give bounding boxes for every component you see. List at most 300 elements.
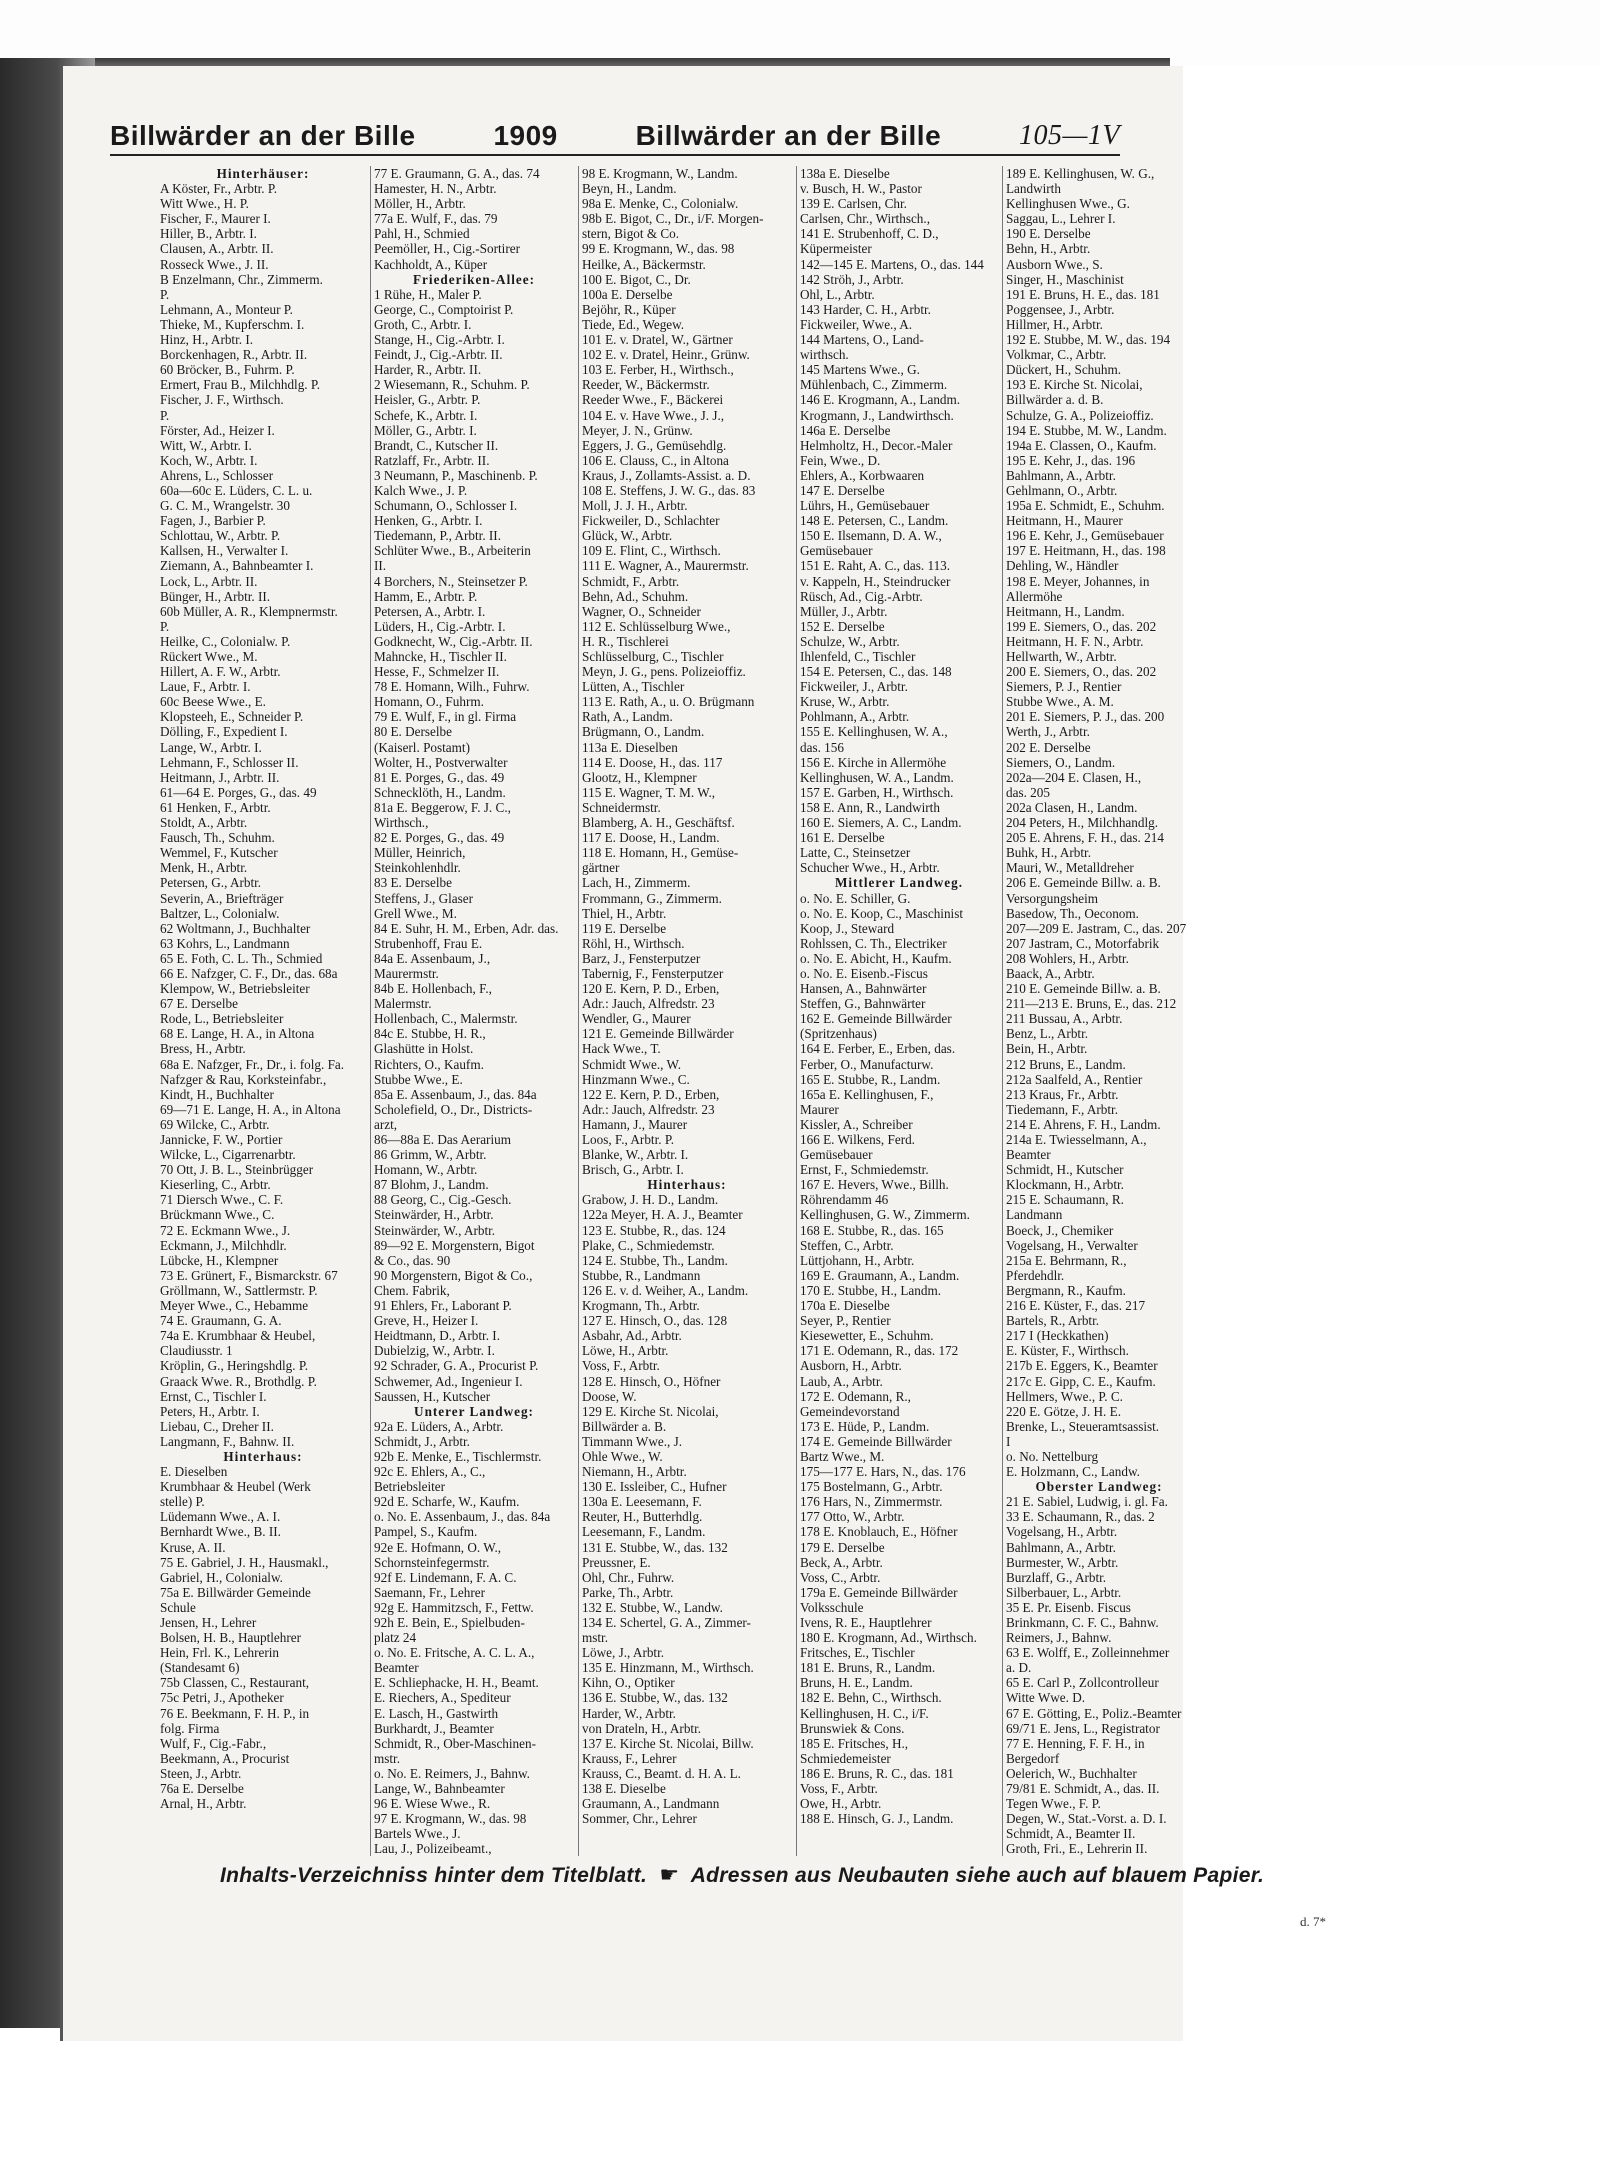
directory-entry: E. Schliephacke, H. H., Beamt. — [374, 1675, 539, 1691]
directory-entry: Brügmann, O., Landm. — [582, 724, 705, 740]
directory-entry: 206 E. Gemeinde Billw. a. B. — [1006, 875, 1161, 891]
directory-entry: 63 E. Wolff, E., Zolleinnehmer — [1006, 1645, 1170, 1661]
directory-entry: Bein, H., Arbtr. — [1006, 1041, 1088, 1057]
directory-entry: 69 Wilcke, C., Arbtr. — [160, 1116, 270, 1132]
directory-entry: 194 E. Stubbe, M. W., Landm. — [1006, 422, 1167, 438]
directory-entry: Brunswiek & Cons. — [800, 1720, 905, 1736]
directory-entry: Mauri, W., Metalldreher — [1006, 860, 1134, 876]
directory-entry: Reeder, W., Bäckermstr. — [582, 377, 710, 393]
directory-entry: 92c E. Ehlers, A., C., — [374, 1464, 486, 1480]
directory-entry: 90 Morgenstern, Bigot & Co., — [374, 1267, 533, 1283]
directory-entry: o. No. E. Fritsche, A. C. L. A., — [374, 1645, 535, 1661]
directory-entry: Ermert, Frau B., Milchhdlg. P. — [160, 377, 321, 393]
directory-entry: Kachholdt, A., Küper — [374, 256, 488, 272]
directory-entry: 81a E. Beggerow, F. J. C., — [374, 799, 511, 815]
directory-entry: Hack Wwe., T. — [582, 1041, 661, 1057]
directory-entry: 179a E. Gemeinde Billwärder — [800, 1584, 958, 1600]
directory-entry: Petersen, A., Arbtr. I. — [374, 603, 486, 619]
directory-entry: 142—145 E. Martens, O., das. 144 — [800, 256, 984, 272]
directory-entry: 161 E. Derselbe — [800, 830, 885, 846]
directory-entry: 215 E. Schaumann, R. — [1006, 1192, 1124, 1208]
directory-entry: Kallsen, H., Verwalter I. — [160, 543, 289, 559]
directory-entry: Förster, Ad., Heizer I. — [160, 422, 275, 438]
directory-entry: Bergedorf — [1006, 1750, 1060, 1766]
directory-entry: Heidtmann, D., Arbtr. I. — [374, 1328, 500, 1344]
directory-entry: Bartz Wwe., M. — [800, 1448, 885, 1464]
directory-entry: Groth, C., Arbtr. I. — [374, 316, 472, 332]
directory-entry: 65 E. Carl P., Zollcontrolleur — [1006, 1675, 1159, 1691]
directory-entry: Siemers, P. J., Rentier — [1006, 679, 1122, 695]
directory-entry: Steffens, J., Glaser — [374, 890, 474, 906]
directory-entry: Brandt, C., Kutscher II. — [374, 437, 499, 453]
directory-entry: Lührs, H., Gemüsebauer — [800, 498, 930, 514]
directory-entry: 192 E. Stubbe, M. W., das. 194 — [1006, 332, 1171, 348]
directory-entry: 100a E. Derselbe — [582, 286, 673, 302]
directory-entry: Laue, F., Arbtr. I. — [160, 679, 251, 695]
directory-entry: 97 E. Krogmann, W., das. 98 — [374, 1811, 527, 1827]
directory-entry: Klopsteeh, E., Schneider P. — [160, 709, 304, 725]
directory-entry: Glück, W., Arbtr. — [582, 528, 673, 544]
directory-entry: stelle) P. — [160, 1494, 205, 1510]
directory-entry: 135 E. Hinzmann, M., Wirthsch. — [582, 1660, 754, 1676]
directory-entry: Owe, H., Arbtr. — [800, 1796, 882, 1812]
directory-entry: Lehmann, F., Schlosser II. — [160, 754, 299, 770]
directory-entry: o. No. E. Reimers, J., Bahnw. — [374, 1765, 530, 1781]
directory-entry: Heitmann, H., Maurer — [1006, 513, 1123, 529]
directory-entry: Asbahr, Ad., Arbtr. — [582, 1328, 682, 1344]
directory-entry: Rüsch, Ad., Cig.-Arbtr. — [800, 588, 923, 604]
directory-entry: Eckmann, J., Milchhdlr. — [160, 1237, 287, 1253]
directory-entry: 131 E. Stubbe, W., das. 132 — [582, 1539, 728, 1555]
directory-entry: 98a E. Menke, C., Colonialw. — [582, 196, 739, 212]
directory-entry: Möller, G., Arbtr. I. — [374, 422, 477, 438]
directory-entry: 92d E. Scharfe, W., Kaufm. — [374, 1494, 520, 1510]
directory-entry: Ohl, L., Arbtr. — [800, 286, 875, 302]
directory-entry: 217 I (Heckkathen) — [1006, 1328, 1109, 1344]
directory-entry: 213 Kraus, Fr., Arbtr. — [1006, 1086, 1119, 1102]
section-heading: Hinterhaus: — [223, 1448, 303, 1464]
directory-entry: Brinkmann, C. F. C., Bahnw. — [1006, 1615, 1159, 1630]
directory-entry: Steffen, C., Arbtr. — [800, 1237, 894, 1253]
directory-entry: Lüttjohann, H., Arbtr. — [800, 1252, 915, 1268]
directory-entry: Borckenhagen, R., Arbtr. II. — [160, 347, 308, 363]
directory-entry: das. 205 — [1006, 784, 1050, 800]
directory-entry: 201 E. Siemers, P. J., das. 200 — [1006, 709, 1165, 725]
directory-entry: 109 E. Flint, C., Wirthsch. — [582, 543, 721, 559]
directory-entry: 76 E. Beekmann, F. H. P., in — [160, 1705, 310, 1721]
directory-entry: Lange, W., Arbtr. I. — [160, 739, 262, 755]
directory-entry: Ihlenfeld, C., Tischler — [800, 649, 916, 664]
directory-entry: o. No. E. Schiller, G. — [800, 890, 911, 906]
directory-entry: Heisler, G., Arbtr. P. — [374, 392, 481, 408]
directory-entry: Pohlmann, A., Arbtr. — [800, 709, 910, 725]
directory-entry: Mühlenbach, C., Zimmerm. — [800, 377, 948, 393]
directory-entry: 166 E. Wilkens, Ferd. — [800, 1132, 915, 1147]
directory-entry: Burkhardt, J., Beamter — [374, 1720, 494, 1736]
directory-entry: Rath, A., Landm. — [582, 709, 673, 725]
directory-entry: Kissler, A., Schreiber — [800, 1116, 913, 1132]
directory-entry: 113a E. Dieselben — [582, 739, 678, 755]
directory-entry: Maurermstr. — [374, 965, 439, 981]
directory-entry: wirthsch. — [800, 347, 849, 363]
directory-entry: Scholefield, O., Dr., Districts- — [374, 1101, 533, 1117]
directory-entry: Brückmann Wwe., C. — [160, 1207, 275, 1223]
directory-entry: Hellmers, Wwe., P. C. — [1006, 1388, 1123, 1404]
directory-entry: 115 E. Wagner, T. M. W., — [582, 784, 716, 800]
directory-entry: 137 E. Kirche St. Nicolai, Billw. — [582, 1735, 754, 1751]
directory-entry: 138 E. Dieselbe — [582, 1781, 666, 1797]
directory-entry: 190 E. Derselbe — [1006, 226, 1091, 242]
directory-entry: 170a E. Dieselbe — [800, 1298, 890, 1314]
directory-entry: 92h E. Bein, E., Spielbuden- — [374, 1615, 525, 1630]
directory-entry: 165a E. Kellinghusen, F., — [800, 1086, 934, 1102]
directory-entry: Schmidt, J., Arbtr. — [374, 1433, 470, 1449]
directory-entry: Tabernig, F., Fensterputzer — [582, 965, 724, 981]
directory-entry: Saussen, H., Kutscher — [374, 1388, 491, 1404]
directory-entry: 98 E. Krogmann, W., Landm. — [582, 166, 738, 181]
directory-entry: Peemöller, H., Cig.-Sortirer — [374, 241, 520, 257]
directory-entry: 61—64 E. Porges, G., das. 49 — [160, 784, 317, 800]
directory-entry: 35 E. Pr. Eisenb. Fiscus — [1006, 1599, 1131, 1615]
column-2 — [374, 166, 579, 1856]
directory-entry: Frommann, G., Zimmerm. — [582, 890, 722, 906]
directory-entry: Feindt, J., Cig.-Arbtr. II. — [374, 347, 503, 363]
directory-entry: Burmester, W., Arbtr. — [1006, 1554, 1119, 1570]
directory-entry: Voss, F., Arbtr. — [800, 1781, 878, 1797]
directory-entry: Moll, J. J. H., Arbtr. — [582, 498, 688, 514]
directory-entry: 113 E. Rath, A., u. O. Brügmann — [582, 694, 755, 710]
section-heading: Hinterhäuser: — [216, 166, 310, 181]
directory-entry: Hinzmann Wwe., C. — [582, 1071, 690, 1087]
directory-entry: Baack, A., Arbtr. — [1006, 965, 1095, 981]
directory-entry: Tiede, Ed., Wegew. — [582, 316, 685, 332]
directory-entry: 103 E. Ferber, H., Wirthsch., — [582, 362, 734, 378]
directory-entry: 84c E. Stubbe, H. R., — [374, 1026, 486, 1042]
directory-entry: Bruns, H. E., Landm. — [800, 1675, 913, 1691]
directory-entry: Dubielzig, W., Arbtr. I. — [374, 1343, 495, 1359]
directory-entry: (Spritzenhaus) — [800, 1026, 877, 1042]
directory-entry: Tiedemann, F., Arbtr. — [1006, 1101, 1119, 1117]
directory-entry: Witte Wwe. D. — [1006, 1690, 1086, 1706]
directory-entry: Jensen, H., Lehrer — [160, 1615, 257, 1630]
column-3 — [582, 166, 797, 1856]
section-heading: Friederiken-Allee: — [413, 271, 535, 287]
directory-entry: Heitmann, J., Arbtr. II. — [160, 769, 280, 785]
directory-entry: Löwe, H., Arbtr. — [582, 1343, 669, 1359]
directory-entry: Ahrens, L., Schlosser — [160, 467, 274, 483]
directory-entry: Ausborn, H., Arbtr. — [800, 1358, 902, 1374]
directory-entry: platz 24 — [374, 1630, 417, 1646]
directory-entry: Betriebsleiter — [374, 1479, 446, 1495]
directory-entry: Preussner, E. — [582, 1554, 651, 1570]
directory-entry: Hiller, B., Arbtr. I. — [160, 226, 257, 242]
directory-entry: Beck, A., Arbtr. — [800, 1554, 883, 1570]
directory-entry: Strubenhoff, Frau E. — [374, 935, 483, 951]
directory-entry: 92b E. Menke, E., Tischlermstr. — [374, 1448, 542, 1464]
directory-entry: Kellinghusen, H. C., i/F. — [800, 1705, 929, 1721]
directory-entry: Fickweiler, Wwe., A. — [800, 316, 913, 332]
directory-entry: Allermöhe — [1006, 588, 1063, 604]
directory-entry: 60 Bröcker, B., Fuhrm. P. — [160, 362, 295, 378]
directory-entry: 167 E. Hevers, Wwe., Billh. — [800, 1177, 949, 1193]
directory-entry: Maurer — [800, 1101, 839, 1117]
directory-entry: 99 E. Krogmann, W., das. 98 — [582, 241, 735, 257]
directory-entry: 162 E. Gemeinde Billwärder — [800, 1011, 952, 1027]
directory-entry: 156 E. Kirche in Allermöhe — [800, 754, 947, 770]
directory-entry: mstr. — [582, 1630, 609, 1646]
directory-entry: 60c Beese Wwe., E. — [160, 694, 266, 710]
directory-entry: Grell Wwe., M. — [374, 905, 457, 921]
directory-entry: 119 E. Derselbe — [582, 920, 667, 936]
directory-entry: Greve, H., Heizer I. — [374, 1313, 479, 1329]
directory-entry: Buhk, H., Arbtr. — [1006, 845, 1091, 861]
directory-entry: Kröplin, G., Heringshdlg. P. — [160, 1358, 308, 1374]
directory-entry: II. — [374, 558, 387, 574]
directory-entry: 193 E. Kirche St. Nicolai, — [1006, 377, 1143, 393]
directory-entry: Glootz, H., Klempner — [582, 769, 697, 785]
directory-entry: P. — [160, 618, 170, 634]
directory-entry: Jannicke, F. W., Portier — [160, 1132, 283, 1147]
directory-entry: 83 E. Derselbe — [374, 875, 452, 891]
directory-entry: 128 E. Hinsch, O., Höfner — [582, 1373, 721, 1389]
directory-entry: Beamter — [374, 1660, 419, 1676]
directory-entry: Kiesewetter, E., Schuhm. — [800, 1328, 934, 1344]
directory-entry: Kalch Wwe., J. P. — [374, 482, 468, 498]
directory-entry: Hellwarth, W., Arbtr. — [1006, 649, 1117, 664]
directory-entry: 2 Wiesemann, R., Schuhm. P. — [374, 377, 530, 393]
directory-entry: Stubbe Wwe., E. — [374, 1071, 463, 1087]
directory-entry: 146a E. Derselbe — [800, 422, 891, 438]
directory-entry: Krauss, C., Beamt. d. H. A. L. — [582, 1765, 741, 1781]
directory-entry: Eggers, J. G., Gemüsehdlg. — [582, 437, 727, 453]
directory-entry: Harder, R., Arbtr. II. — [374, 362, 482, 378]
directory-entry: 175—177 E. Hars, N., das. 176 — [800, 1464, 966, 1480]
directory-entry: Schneidermstr. — [582, 799, 661, 815]
directory-entry: Gehlmann, O., Arbtr. — [1006, 482, 1118, 498]
directory-entry: 139 E. Carlsen, Chr. — [800, 196, 907, 212]
directory-entry: Kindt, H., Buchhalter — [160, 1086, 274, 1102]
directory-entry: Saggau, L., Lehrer I. — [1006, 211, 1116, 227]
directory-entry: Schlüter Wwe., B., Arbeiterin — [374, 543, 531, 559]
directory-entry: 106 E. Clauss, C., in Altona — [582, 452, 729, 468]
directory-entry: Ratzlaff, Fr., Arbtr. II. — [374, 452, 490, 468]
directory-entry: 186 E. Bruns, R. C., das. 181 — [800, 1765, 954, 1781]
directory-entry: Fein, Wwe., D. — [800, 452, 881, 468]
directory-entry: Helmholtz, H., Decor.-Maler — [800, 437, 953, 453]
directory-entry: Küpermeister — [800, 241, 872, 257]
directory-entry: Lübcke, H., Klempner — [160, 1252, 279, 1268]
directory-entry: 127 E. Hinsch, O., das. 128 — [582, 1313, 728, 1329]
directory-entry: 111 E. Wagner, A., Maurermstr. — [582, 558, 749, 574]
directory-entry: Poggensee, J., Arbtr. — [1006, 301, 1115, 317]
directory-entry: 147 E. Derselbe — [800, 482, 885, 498]
directory-entry: 69—71 E. Lange, H. A., in Altona — [160, 1101, 341, 1117]
directory-entry: Gabriel, H., Colonialw. — [160, 1569, 283, 1585]
directory-entry: Dehling, W., Händler — [1006, 558, 1119, 574]
directory-entry: 79 E. Wulf, F., in gl. Firma — [374, 709, 517, 725]
directory-entry: Hollenbach, C., Malermstr. — [374, 1011, 518, 1027]
directory-entry: A Köster, Fr., Arbtr. P. — [160, 181, 278, 197]
directory-entry: 142 Ströh, J., Arbtr. — [800, 271, 904, 287]
directory-entry: Barz, J., Fensterputzer — [582, 950, 701, 966]
directory-entry: Lach, H., Zimmerm. — [582, 875, 691, 891]
directory-columns — [160, 166, 1190, 2026]
directory-entry: 75c Petri, J., Apotheker — [160, 1690, 284, 1706]
directory-entry: 126 E. v. d. Weiher, A., Landm. — [582, 1282, 749, 1298]
directory-entry: Reuter, H., Butterhdlg. — [582, 1509, 703, 1525]
directory-entry: Lock, L., Arbtr. II. — [160, 573, 258, 589]
directory-entry: 80 E. Derselbe — [374, 724, 452, 740]
directory-entry: von Drateln, H., Arbtr. — [582, 1720, 702, 1736]
directory-entry: Homann, O., Fuhrm. — [374, 694, 484, 710]
directory-entry: arzt, — [374, 1116, 398, 1132]
directory-entry: 197 E. Heitmann, H., das. 198 — [1006, 543, 1166, 559]
directory-entry: 112 E. Schlüsselburg Wwe., — [582, 618, 731, 634]
directory-entry: Ernst, F., Schmiedemstr. — [800, 1162, 929, 1178]
directory-entry: 96 E. Wiese Wwe., R. — [374, 1796, 491, 1812]
directory-entry: 202 E. Derselbe — [1006, 739, 1091, 755]
directory-entry: Glashütte in Holst. — [374, 1041, 474, 1057]
directory-entry: Richters, O., Kaufm. — [374, 1056, 484, 1072]
directory-entry: Chem. Fabrik, — [374, 1282, 450, 1298]
directory-entry: 210 E. Gemeinde Billw. a. B. — [1006, 981, 1161, 997]
directory-entry: Fausch, Th., Schuhm. — [160, 830, 275, 846]
directory-entry: Leesemann, F., Landm. — [582, 1524, 706, 1540]
directory-entry: 180 E. Krogmann, Ad., Wirthsch. — [800, 1630, 977, 1646]
directory-entry: 181 E. Bruns, R., Landm. — [800, 1660, 936, 1676]
directory-entry: Hesse, F., Schmelzer II. — [374, 664, 500, 680]
directory-entry: Saemann, Fr., Lehrer — [374, 1584, 485, 1600]
directory-entry: Oelerich, W., Buchhalter — [1006, 1765, 1137, 1781]
directory-entry: I — [1006, 1433, 1011, 1449]
directory-entry: Menk, H., Arbtr. — [160, 860, 248, 876]
directory-entry: 74a E. Krumbhaar & Heubel, — [160, 1328, 316, 1344]
directory-entry: Volkmar, C., Arbtr. — [1006, 347, 1107, 363]
directory-entry: Wilcke, L., Cigarrenarbtr. — [160, 1147, 296, 1163]
directory-entry: 122 E. Kern, P. D., Erben, — [582, 1086, 720, 1102]
directory-entry: Stange, H., Cig.-Arbtr. I. — [374, 332, 505, 348]
directory-entry: 189 E. Kellinghusen, W. G., — [1006, 166, 1155, 181]
directory-entry: Benz, L., Arbtr. — [1006, 1026, 1089, 1042]
directory-entry: 102 E. v. Dratel, Heinr., Grünw. — [582, 347, 750, 363]
directory-entry: 198 E. Meyer, Johannes, in — [1006, 573, 1150, 589]
directory-entry: Ferber, O., Manufacturw. — [800, 1056, 934, 1072]
directory-entry: 136 E. Stubbe, W., das. 132 — [582, 1690, 728, 1706]
directory-entry: 144 Martens, O., Land- — [800, 332, 924, 348]
directory-entry: Schlottau, W., Arbtr. P. — [160, 528, 281, 544]
directory-entry: P. — [160, 407, 170, 423]
directory-entry: das. 156 — [800, 739, 844, 755]
directory-entry: Degen, W., Stat.-Vorst. a. D. I. — [1006, 1811, 1167, 1827]
directory-entry: 214a E. Twiesselmann, A., — [1006, 1132, 1147, 1147]
directory-entry: Bress, H., Arbtr. — [160, 1041, 246, 1057]
directory-entry: Kellinghusen, G. W., Zimmerm. — [800, 1207, 970, 1223]
directory-entry: Latte, C., Steinsetzer — [800, 845, 911, 861]
column-1 — [160, 166, 371, 1856]
directory-entry: 108 E. Steffens, J. W. G., das. 83 — [582, 482, 756, 498]
directory-entry: 130 E. Issleiber, C., Hufner — [582, 1479, 727, 1495]
directory-entry: B Enzelmann, Chr., Zimmerm. — [160, 271, 323, 287]
directory-entry: Schmidt, R., Ober-Maschinen- — [374, 1735, 536, 1751]
directory-entry: Blamberg, A. H., Geschäftsf. — [582, 815, 735, 831]
directory-entry: Bartels, R., Arbtr. — [1006, 1313, 1100, 1329]
header-right-title: Billwärder an der Bille — [635, 120, 942, 151]
directory-entry: 202a—204 E. Clasen, H., — [1006, 769, 1142, 785]
directory-entry: 143 Harder, C. H., Arbtr. — [800, 301, 931, 317]
directory-entry: Schulze, W., Arbtr. — [800, 633, 900, 649]
section-heading: Mittlerer Landweg. — [834, 875, 964, 891]
directory-entry: Pampel, S., Kaufm. — [374, 1524, 478, 1540]
directory-entry: P. — [160, 286, 170, 302]
directory-entry: 207—209 E. Jastram, C., das. 207 — [1006, 920, 1187, 936]
directory-entry: Fischer, F., Maurer I. — [160, 211, 271, 227]
directory-entry: 179 E. Derselbe — [800, 1539, 885, 1555]
directory-entry: 65 E. Foth, C. L. Th., Schmied — [160, 950, 323, 966]
directory-entry: Hamester, H. N., Arbtr. — [374, 181, 497, 197]
directory-entry: Brisch, G., Arbtr. I. — [582, 1162, 684, 1178]
directory-entry: Pahl, H., Schmied — [374, 226, 470, 242]
directory-entry: 185 E. Fritsches, H., — [800, 1735, 909, 1751]
directory-entry: 164 E. Ferber, E., Erben, das. — [800, 1041, 956, 1057]
directory-entry: Hansen, A., Bahnwärter — [800, 981, 927, 997]
directory-entry: Ziemann, A., Bahnbeamter I. — [160, 558, 314, 574]
directory-entry: 91 Ehlers, Fr., Laborant P. — [374, 1298, 512, 1314]
directory-entry: 100 E. Bigot, C., Dr. — [582, 271, 691, 287]
directory-entry: Langmann, F., Bahnw. II. — [160, 1433, 295, 1449]
directory-entry: 1 Rühe, H., Maler P. — [374, 286, 482, 302]
directory-entry: 72 E. Eckmann Wwe., J. — [160, 1222, 291, 1238]
directory-entry: Kihn, O., Optiker — [582, 1675, 675, 1691]
directory-entry: 84b E. Hollenbach, F., — [374, 981, 492, 997]
directory-entry: Heitmann, H., Landm. — [1006, 603, 1125, 619]
directory-entry: 196 E. Kehr, J., Gemüsebauer — [1006, 528, 1164, 544]
directory-entry: Schlüsselburg, C., Tischler — [582, 649, 724, 664]
directory-entry: 122a Meyer, H. A. J., Beamter — [582, 1207, 743, 1223]
directory-entry: 101 E. v. Dratel, W., Gärtner — [582, 332, 733, 348]
directory-entry: 182 E. Behn, C., Wirthsch. — [800, 1690, 942, 1706]
directory-entry: 33 E. Schaumann, R., das. 2 — [1006, 1509, 1155, 1525]
directory-entry: Arnal, H., Arbtr. — [160, 1796, 247, 1812]
directory-entry: 60b Müller, A. R., Klempnermstr. — [160, 603, 338, 619]
directory-entry: Müller, Heinrich, — [374, 845, 466, 861]
directory-entry: H. R., Tischlerei — [582, 633, 669, 649]
directory-entry: Fagen, J., Barbier P. — [160, 513, 266, 529]
directory-entry: Hillert, A. F. W., Arbtr. — [160, 664, 281, 680]
directory-entry: 141 E. Strubenhoff, C. D., — [800, 226, 939, 242]
directory-entry: Wirthsch., — [374, 815, 429, 831]
directory-entry: Lange, W., Bahnbeamter — [374, 1781, 505, 1797]
directory-entry: Severin, A., Briefträger — [160, 890, 284, 906]
directory-entry: v. Busch, H. W., Pastor — [800, 181, 922, 197]
section-heading: Hinterhaus: — [647, 1177, 727, 1193]
directory-entry: Heilke, C., Colonialw. P. — [160, 633, 291, 649]
directory-entry: 177 Otto, W., Arbtr. — [800, 1509, 905, 1525]
directory-entry: 151 E. Raht, A. C., das. 113. — [800, 558, 951, 574]
directory-entry: gärtner — [582, 860, 620, 876]
directory-entry: 92 Schrader, G. A., Procurist P. — [374, 1358, 539, 1374]
directory-entry: 132 E. Stubbe, W., Landw. — [582, 1599, 723, 1615]
directory-entry: Behn, Ad., Schuhm. — [582, 588, 689, 604]
directory-entry: Gemeindevorstand — [800, 1403, 900, 1419]
directory-entry: Silberbauer, L., Arbtr. — [1006, 1584, 1122, 1600]
directory-entry: 98b E. Bigot, C., Dr., i/F. Morgen- — [582, 211, 764, 227]
directory-entry: 114 E. Doose, H., das. 117 — [582, 754, 723, 770]
directory-entry: Thiel, H., Arbtr. — [582, 905, 667, 921]
directory-entry: v. Kappeln, H., Steindrucker — [800, 573, 951, 589]
directory-entry: 172 E. Odemann, R., — [800, 1388, 911, 1404]
directory-entry: Kruse, W., Arbtr. — [800, 694, 890, 710]
directory-entry: Pferdehdlr. — [1006, 1267, 1065, 1283]
